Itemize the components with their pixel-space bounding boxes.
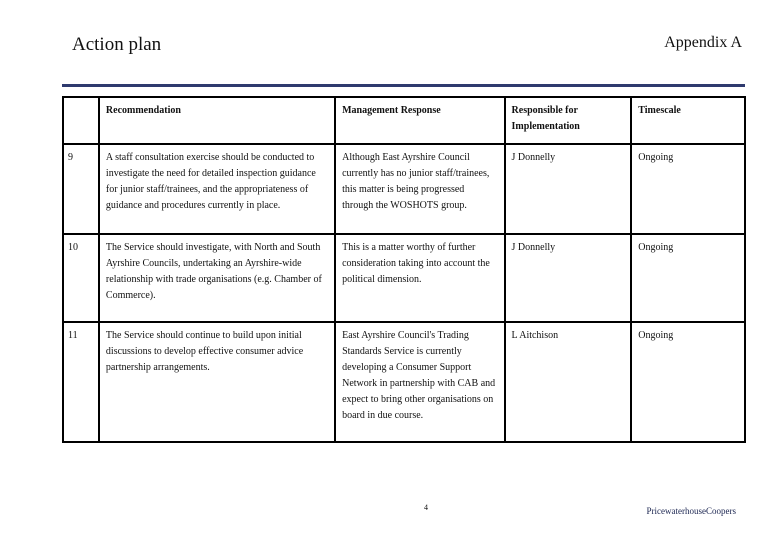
recommendation-cell: A staff consultation exercise should be conducted to investigate the need for detailed inspection guidance for junior staff/trainees, and the appropriateness of guidance and procedures currently in place. — [99, 144, 335, 234]
row-number: 11 — [63, 322, 99, 442]
page-number: 4 — [424, 503, 428, 512]
table-row — [63, 322, 745, 442]
response-cell: This is a matter worthy of further consideration taking into account the political dimension. — [335, 234, 504, 322]
table-header-row — [63, 97, 745, 144]
recommendation-cell: The Service should continue to build upon initial discussions to develop effective consumer advice partnership arrangements. — [99, 322, 335, 442]
responsible-cell: J Donnelly — [505, 144, 632, 234]
column-header-recommendation: Recommendation — [99, 97, 335, 144]
responsible-cell: J Donnelly — [505, 234, 632, 322]
timescale-cell: Ongoing — [631, 234, 745, 322]
page-title: Action plan — [72, 34, 162, 55]
response-cell: East Ayrshire Council's Trading Standards Service is currently developing a Consumer Support Network in partnership with CAB and expect to bring other organisations on board in due course. — [335, 322, 504, 442]
column-header-responsible: Responsible for Implementation — [505, 97, 632, 144]
column-header-timescale: Timescale — [631, 97, 745, 144]
responsible-cell: L Aitchison — [505, 322, 632, 442]
row-number: 10 — [63, 234, 99, 322]
timescale-cell: Ongoing — [631, 144, 745, 234]
footer-brand: PricewaterhouseCoopers — [646, 506, 736, 516]
timescale-cell: Ongoing — [631, 322, 745, 442]
column-header-number — [63, 97, 99, 144]
action-plan-table — [62, 96, 746, 443]
table-row — [63, 234, 745, 322]
response-cell: Although East Ayrshire Council currently has no junior staff/trainees, this matter is being progressed through the WOSHOTS group. — [335, 144, 504, 234]
recommendation-cell: The Service should investigate, with North and South Ayrshire Councils, undertaking an Ayrshire-wide relationship with trade organisations (e.g. Chamber of Commerce). — [99, 234, 335, 322]
header-rule — [62, 84, 745, 87]
column-header-response: Management Response — [335, 97, 504, 144]
table-row — [63, 144, 745, 234]
appendix-label: Appendix A — [664, 34, 742, 51]
row-number: 9 — [63, 144, 99, 234]
